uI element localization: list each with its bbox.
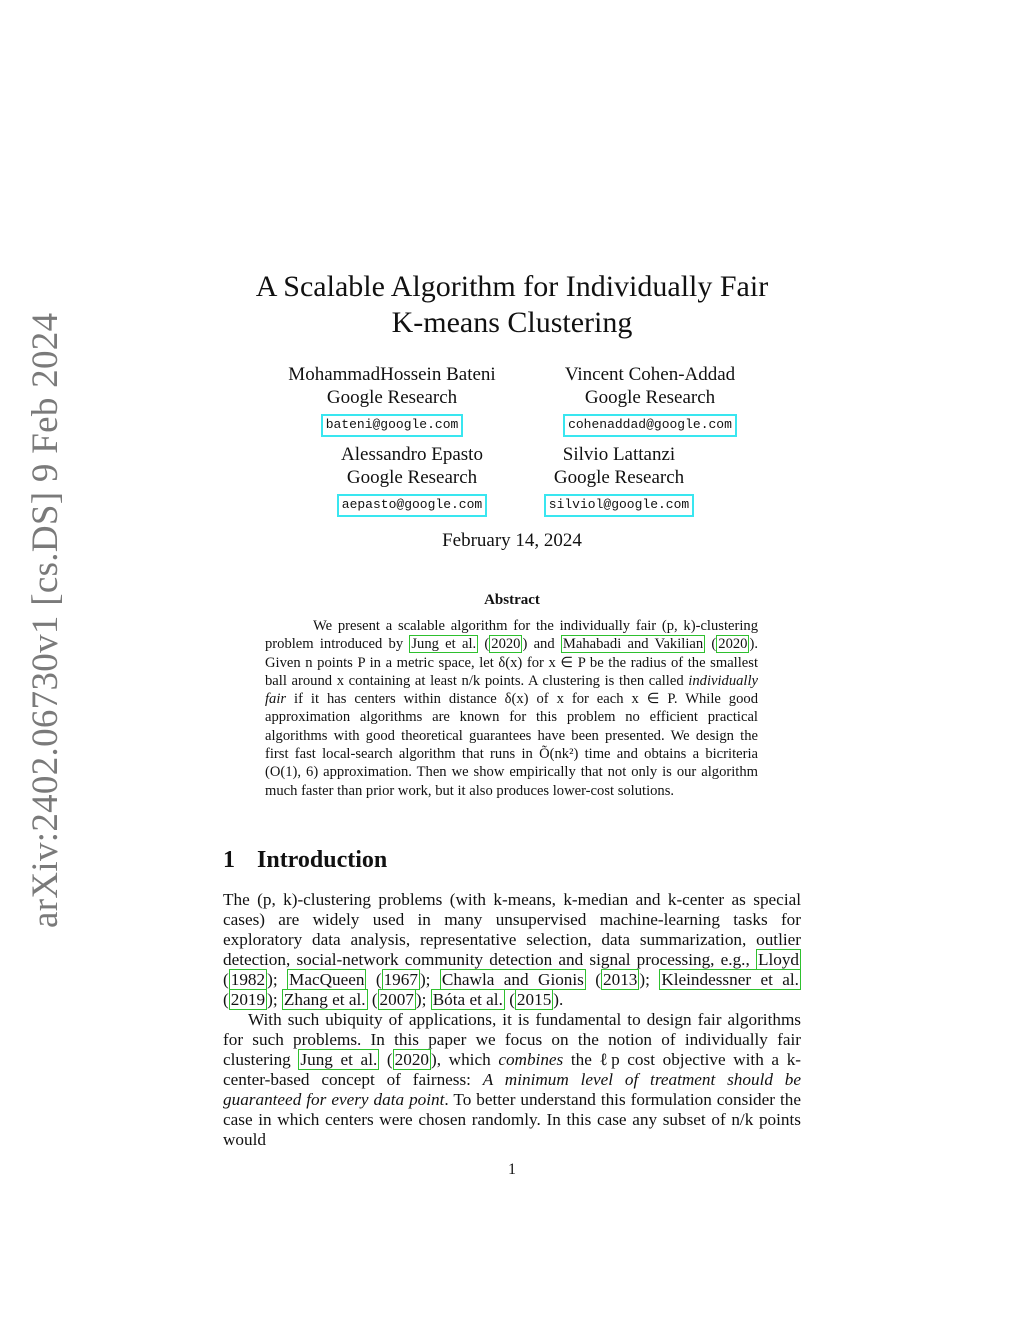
page-number: 1: [508, 1161, 516, 1178]
citation-link[interactable]: 2019: [230, 990, 266, 1009]
author-block-lattanzi: [489, 443, 749, 517]
author-email-link[interactable]: silviol@google.com: [544, 494, 694, 517]
citation-link[interactable]: 2020: [394, 1050, 429, 1069]
author-email-link[interactable]: cohenaddad@google.com: [563, 414, 737, 437]
author-affiliation: Google Research: [346, 467, 478, 488]
author-email-link[interactable]: aepasto@google.com: [337, 494, 487, 517]
abstract-text: We present a scalable algorithm for the individually fair (p, k)-clustering problem introduced by Jung et al. ( 2020 ) and Mahabadi and Vakilian ( 2020 ). Given n points P in a metric space, let δ(x) for x ∈ P be the radius of the smallest ball around x containing at least n/k points. A clustering is then called individually fair if it has centers within distance δ(x) of x for each x ∈ P. While good approximation algorithms are known for this problem no efficient practical algorithms with good theoretical guarantees have been presented. We design the first fast local-search algorithm that runs in Õ(nk²) time and obtains a bicriteria (O(1), 6) approximation. Then we show empirically that not only is our algorithm much faster than prior work, but it also produces lower-cost solutions.: [265, 618, 759, 799]
arxiv-identifier: arXiv:2402.06730v1 [cs.DS] 9 Feb 2024: [25, 312, 66, 928]
section-heading: [223, 847, 387, 874]
citation-link[interactable]: Zhang et al.: [283, 990, 366, 1009]
citation-link[interactable]: Kleindessner et al.: [661, 970, 799, 989]
author-email-link[interactable]: bateni@google.com: [321, 414, 464, 437]
introduction-body: [223, 890, 801, 1150]
citation-link[interactable]: 2013: [603, 970, 638, 989]
section-number: 1: [223, 847, 235, 873]
citation-link[interactable]: Chawla and Gionis: [441, 970, 584, 989]
paragraph: The (p, k)-clustering problems (with k-means, k-median and k-center as special cases) are widely used in many unsupervised machine-learning tasks for exploratory data analysis, representative selection, data summarization, outlier detection, social-network community detection and signal processing, e.g., Lloyd ( 1982 ); MacQueen ( 1967 ); Chawla and Gionis ( 2013 ); Kleindessner et al. ( 2019 ); Zhang et al. ( 2007 ); Bóta et al. ( 2015 ).: [223, 890, 801, 1009]
citation-link[interactable]: 1982: [230, 970, 266, 989]
citation-link[interactable]: Bóta et al.: [432, 990, 503, 1009]
citation-link[interactable]: Jung et al.: [300, 1050, 378, 1069]
author-affiliation: Google Research: [553, 467, 685, 488]
citation-link[interactable]: 2007: [379, 990, 414, 1009]
author-name: Vincent Cohen-Addad: [564, 364, 736, 385]
citation-link[interactable]: 2015: [516, 990, 552, 1009]
citation-link[interactable]: MacQueen: [289, 970, 365, 989]
author-name: Alessandro Epasto: [341, 444, 483, 465]
citation-link[interactable]: 2020: [718, 636, 748, 653]
abstract-heading: Abstract: [484, 592, 540, 608]
author-name: MohammadHossein Bateni: [288, 364, 496, 385]
section-title: Introduction: [257, 847, 388, 873]
paper-title-line1: A Scalable Algorithm for Individually Fair: [255, 270, 769, 303]
citation-link[interactable]: Mahabadi and Vakilian: [562, 636, 704, 653]
author-block-bateni: [262, 363, 522, 437]
publication-date: February 14, 2024: [442, 530, 582, 551]
citation-link[interactable]: 2020: [491, 636, 521, 653]
paragraph: With such ubiquity of applications, it is fundamental to design fair algorithms for such problems. In this paper we focus on the notion of individually fair clustering Jung et al. ( 2020 ), which combines the ℓp cost objective with a k-center-based concept of fairness: A minimum level of treatment should be guaranteed for every data point. To better understand this formulation consider the case in which centers were chosen randomly. In this case any subset of n/k points would: [223, 1010, 802, 1149]
author-affiliation: Google Research: [584, 387, 716, 408]
citation-link[interactable]: Lloyd: [757, 950, 800, 969]
author-affiliation: Google Research: [326, 387, 458, 408]
citation-link[interactable]: Jung et al.: [411, 636, 477, 653]
author-name: Silvio Lattanzi: [562, 444, 676, 465]
author-block-cohen-addad: [520, 363, 780, 437]
citation-link[interactable]: 1967: [383, 970, 418, 989]
paper-title-line2: K-means Clustering: [391, 306, 633, 339]
